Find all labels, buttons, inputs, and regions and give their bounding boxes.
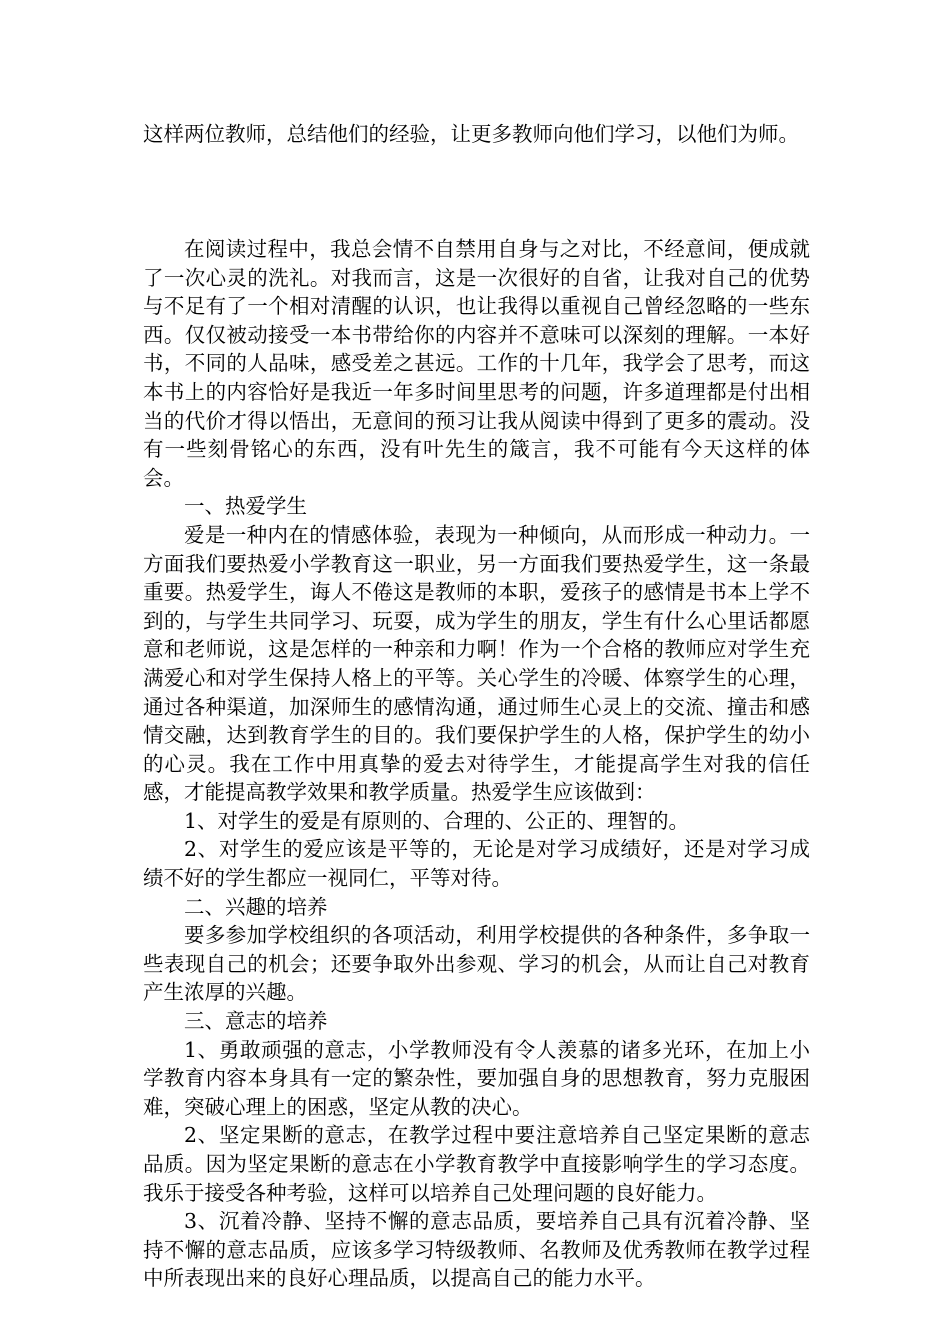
reading-reflection-paragraph: 在阅读过程中，我总会情不自禁用自身与之对比，不经意间，便成就了一次心灵的洗礼。对我而言，这是一次很好的自省，让我对自己的优势与不足有了一个相对清醒的认识，也让我得以重视自己曾经忽略的一些东西。仅仅被动接受一本书带给你的内容并不意味可以深刻的理解。一本好书，不同的人品味，感受差之甚远。工作的十几年，我学会了思考，而这本书上的内容恰好是我近一年多时间里思考的问题，许多道理都是付出相当的代价才得以悟出，无意间的预习让我从阅读中得到了更多的震动。没有一些刻骨铭心的东西，没有叶先生的箴言，我不可能有今天这样的体会。 xyxy=(143,237,810,490)
love-principle-item-1: 1、对学生的爱是有原则的、合理的、公正的、理智的。 xyxy=(184,808,690,833)
section-heading-interest: 二、兴趣的培养 xyxy=(184,894,328,919)
opening-block xyxy=(143,120,810,149)
will-item-2: 2、坚定果断的意志，在教学过程中要注意培养自己坚定果断的意志品质。因为坚定果断的意志在小学教育教学中直接影响学生的学习态度。我乐于接受各种考验，这样可以培养自己处理问题的良好能力。 xyxy=(143,1123,810,1205)
section-heading-will: 三、意志的培养 xyxy=(184,1009,328,1034)
body-block xyxy=(143,235,810,1293)
love-students-paragraph: 爱是一种内在的情感体验，表现为一种倾向，从而形成一种动力。一方面我们要热爱小学教育这一职业，另一方面我们要热爱学生，这一条最重要。热爱学生，诲人不倦这是教师的本职，爱孩子的感情是书本上学不到的，与学生共同学习、玩耍，成为学生的朋友，学生有什么心里话都愿意和老师说，这是怎样的一种亲和力啊！作为一个合格的教师应对学生充满爱心和对学生保持人格上的平等。关心学生的冷暖、体察学生的心理，通过各种渠道，加深师生的感情沟通，通过师生心灵上的交流、撞击和感情交融，达到教育学生的目的。我们要保护学生的人格，保护学生的幼小的心灵。我在工作中用真挚的爱去对待学生，才能提高学生对我的信任感，才能提高教学效果和教学质量。热爱学生应该做到： xyxy=(143,522,810,805)
will-item-1: 1、勇敢顽强的意志，小学教师没有令人羡慕的诸多光环，在加上小学教育内容本身具有一定的繁杂性，要加强自身的思想教育，努力克服困难，突破心理上的困惑，坚定从教的决心。 xyxy=(143,1037,810,1119)
section-heading-love-students: 一、热爱学生 xyxy=(184,494,307,519)
interest-paragraph: 要多参加学校组织的各项活动，利用学校提供的各种条件，多争取一些表现自己的机会；还要争取外出参观、学习的机会，从而让自己对教育产生浓厚的兴趣。 xyxy=(143,923,810,1005)
will-item-3: 3、沉着冷静、坚持不懈的意志品质，要培养自己具有沉着冷静、坚持不懈的意志品质，应该多学习特级教师、名教师及优秀教师在教学过程中所表现出来的良好心理品质，以提高自己的能力水平。 xyxy=(143,1209,810,1291)
love-principle-item-2: 2、对学生的爱应该是平等的，无论是对学习成绩好，还是对学习成绩不好的学生都应一视同仁，平等对待。 xyxy=(143,837,810,891)
opening-paragraph: 这样两位教师，总结他们的经验，让更多教师向他们学习，以他们为师。 xyxy=(143,122,799,146)
